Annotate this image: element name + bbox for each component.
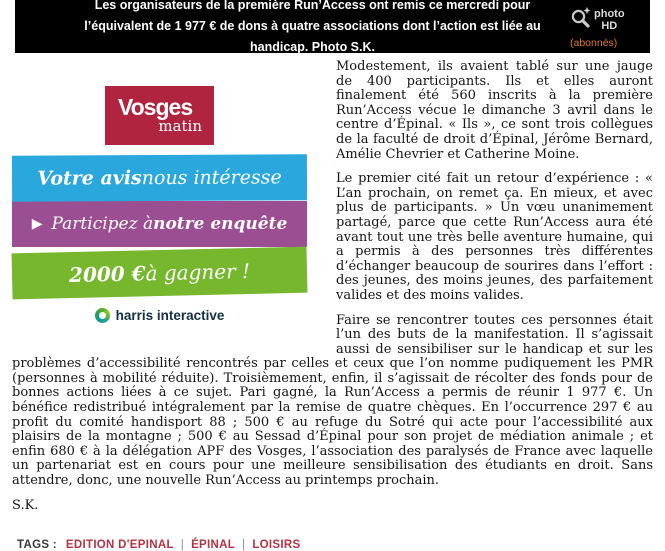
photo-hd-zoom-icon (568, 5, 594, 36)
photo-caption: Les organisateurs de la première Run’Access ont remis ce mercredi pour l’équivalent de 1 977 € de dons à quatre associations dont l’action est liée au handicap. Photo S.K. (84, 0, 541, 54)
paragraph-1: Modestement, ils avaient tablé sur une jauge de 400 participants. Ils et elles auront finalement été 560 inscrits à la première Run’Access vécue le dimanche 3 avril dans le centre d’Épinal. « Ils », ce sont trois collègues de la faculté de droit d’Épinal, Jérôme Bernard, Amélie Chevrier et Catherine Moine. (336, 59, 653, 162)
tag-edition-epinal[interactable]: EDITION D'EPINAL (65, 539, 174, 551)
harris-ring-icon (95, 308, 110, 323)
survey-ad-banner[interactable] (12, 60, 336, 352)
logo-subtitle: matin (158, 117, 202, 135)
photo-caption-bar (15, 0, 650, 53)
photo-hd-label: photo HD (594, 8, 625, 32)
band-text-bold: 2000 € (68, 261, 146, 288)
band-text-bold: notre enquête (153, 214, 288, 234)
ad-band-your-opinion (12, 154, 307, 202)
play-arrow-icon: ▶ (31, 216, 43, 232)
band-text-bold: Votre avis (37, 167, 142, 190)
band-text: Participez à (51, 214, 154, 234)
band-text: à gagner ! (145, 258, 251, 286)
photo-hd-button[interactable] (568, 5, 650, 49)
ad-band-stack (12, 155, 307, 296)
author-signature: S.K. (12, 497, 39, 513)
paragraph-3: Faire se rencontrer toutes ces personnes était l’un des buts de la manifestation. Il s’agissait aussi de sensibiliser sur le handicap et sur les problèmes d’accessibilité rencontrés par celles et ceux que l’on nomme pudiquement les PMR (personnes à mobilité réduite). Troisièmement, enfin, il s’agissait de récolter des fonds pour de bonnes actions liées à ce sujet. Pari gagné, la Run’Access a permis de réunir 1 977 €. Un bénéfice redistribué intégralement par la remise de quatre chèques. En l’occurrence 297 € au profit du comité handisport 88 ; 500 € au refuge du Sotré qui acte pour l’accessibilité aux plaisirs de la montagne ; 500 € au Sessad d’Épinal pour son projet de médiation animale ; et enfin 680 € à la délégation APF des Vosges, l’association des paralysés de France avec laquelle un partenariat est en cours pour une meilleure sensibilisation des étudiants en droit. Sans attendre, donc, une nouvelle Run’Access au printemps prochain. (12, 312, 653, 489)
ad-band-prize (12, 247, 308, 300)
harris-interactive-logo (12, 308, 307, 323)
tag-separator: | (180, 539, 185, 551)
tag-epinal[interactable]: ÉPINAL (191, 539, 236, 551)
tag-separator: | (242, 539, 246, 551)
tag-loisirs[interactable]: LOISIRS (252, 539, 301, 551)
ad-band-participate (12, 201, 307, 247)
logo-title: Vosges (118, 94, 193, 120)
tags-row (17, 539, 653, 551)
tags-label: TAGS : (17, 539, 57, 551)
band-text: nous intéresse (141, 166, 282, 190)
article-body (0, 53, 665, 551)
harris-label: harris interactive (115, 308, 225, 323)
vosges-matin-logo (105, 86, 214, 145)
paragraph-2: Le premier cité fait un retour d’expérience : « L’an prochain, on remet ça. En mieux, et avec plus de participants. » Un vœu unanimement partagé, parce que cette Run’Access aura été avant tout une très belle aventure humaine, qui a permis à des personnes très différentes d’échanger beaucoup de sourires dans l’effort : des jeunes, des moins jeunes, des parfaitement valides et des moins valides. (336, 171, 653, 303)
subscribers-only-label: (abonnés) (570, 36, 618, 49)
